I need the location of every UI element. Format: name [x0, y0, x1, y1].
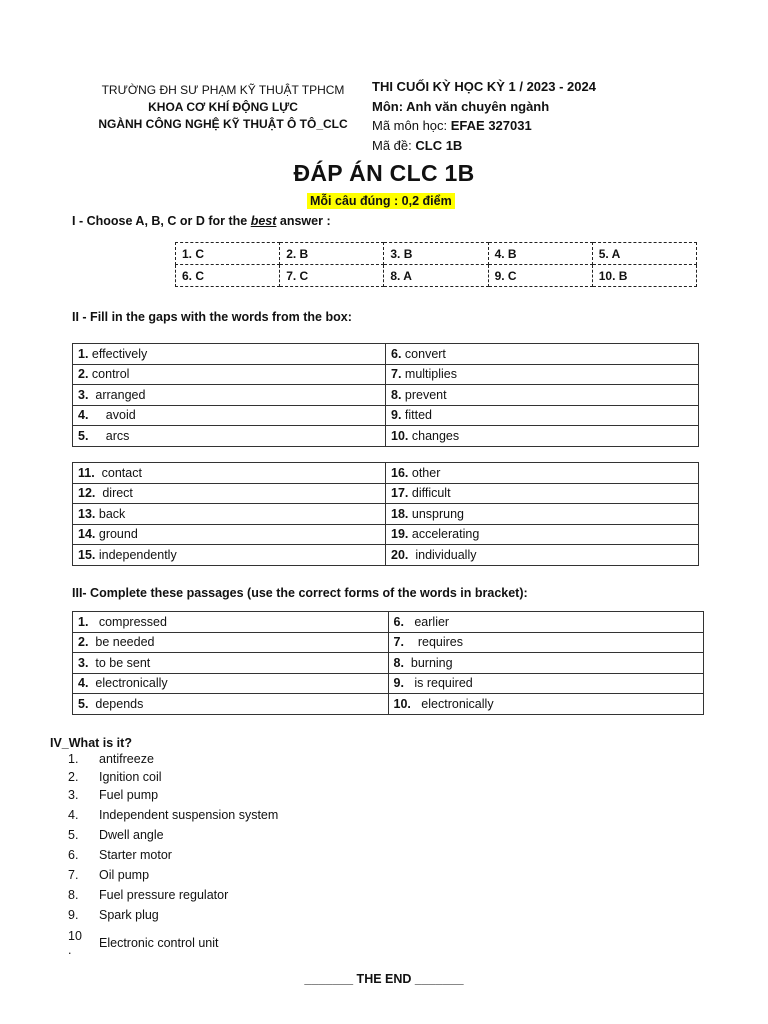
- table-row: [176, 265, 697, 287]
- answer-number: 17.: [391, 486, 409, 501]
- mc-answer-cell: 6. C: [176, 265, 280, 287]
- list-item-trailing-dot: .: [68, 943, 72, 957]
- mc-answer-cell: 8. A: [384, 265, 488, 287]
- answer-cell: [386, 364, 699, 385]
- table-row: [73, 694, 704, 715]
- answer-cell: [73, 344, 386, 365]
- answer-text: contact: [94, 465, 142, 480]
- answer-number: 6.: [391, 346, 402, 361]
- section-1-suffix: answer :: [276, 214, 331, 228]
- answer-number: 1.: [78, 614, 89, 629]
- answer-text: multiplies: [401, 367, 458, 382]
- answer-text: arranged: [88, 387, 146, 402]
- table-row: [73, 405, 699, 426]
- answer-number: 7.: [393, 635, 404, 650]
- answer-cell: [386, 504, 699, 525]
- score-note: Mỗi câu đúng : 0,2 điểm: [307, 193, 455, 209]
- answer-cell: [388, 612, 704, 633]
- mc-answer-cell: 3. B: [384, 243, 488, 265]
- answer-number: 8.: [393, 655, 404, 670]
- answer-number: 3.: [78, 655, 89, 670]
- list-item-number: 2.: [68, 770, 79, 784]
- table-row: [73, 545, 699, 566]
- answer-cell: [388, 632, 704, 653]
- answer-text: changes: [408, 428, 460, 443]
- section-2-heading: II - Fill in the gaps with the words from the box:: [72, 310, 352, 324]
- answer-number: 15.: [78, 547, 96, 562]
- answer-cell: [73, 653, 389, 674]
- answer-number: 9.: [393, 676, 404, 691]
- document-end-marker: _______ THE END _______: [304, 972, 464, 986]
- mc-answer-cell: 5. A: [592, 243, 696, 265]
- table-row: [73, 463, 699, 484]
- list-item-text: Independent suspension system: [99, 808, 279, 822]
- section-1-prefix: I - Choose A, B, C or D for the: [72, 214, 251, 228]
- answer-text: direct: [95, 486, 133, 501]
- answer-cell: [388, 673, 704, 694]
- gap-fill-table-2: [72, 462, 699, 566]
- answer-text: fitted: [401, 408, 433, 423]
- answer-text: is required: [403, 676, 473, 691]
- answer-cell: [73, 405, 386, 426]
- answer-cell: [73, 385, 386, 406]
- mc-answer-cell: 4. B: [488, 243, 592, 265]
- answer-text: other: [408, 465, 441, 480]
- section-3-heading: III- Complete these passages (use the correct forms of the words in bracket):: [72, 586, 528, 600]
- answer-text: be needed: [88, 635, 155, 650]
- answer-cell: [386, 524, 699, 545]
- answer-text: ground: [95, 527, 138, 542]
- answer-cell: [73, 426, 386, 447]
- school-header: [88, 82, 358, 133]
- list-item-number: 1.: [68, 752, 79, 766]
- answer-number: 4.: [78, 676, 89, 691]
- answer-number: 5.: [78, 696, 89, 711]
- program-name: NGÀNH CÔNG NGHỆ KỸ THUẬT Ô TÔ_CLC: [98, 117, 348, 131]
- answer-text: back: [95, 506, 126, 521]
- table-row: [73, 364, 699, 385]
- answer-number: 7.: [391, 367, 402, 382]
- answer-number: 14.: [78, 527, 96, 542]
- table-row: [73, 385, 699, 406]
- answer-text: effectively: [88, 346, 148, 361]
- table-row: [73, 653, 704, 674]
- section-1-heading: [72, 214, 331, 228]
- section-4-heading: IV_What is it?: [50, 736, 132, 750]
- answer-text: convert: [401, 346, 446, 361]
- answer-text: depends: [88, 696, 144, 711]
- school-name: TRƯỜNG ĐH SƯ PHẠM KỸ THUẬT TPHCM: [101, 83, 345, 97]
- list-item-number: 8.: [68, 888, 79, 902]
- answer-number: 13.: [78, 506, 96, 521]
- answer-text: accelerating: [408, 527, 480, 542]
- answer-text: control: [88, 367, 130, 382]
- answer-cell: [73, 364, 386, 385]
- answer-cell: [388, 653, 704, 674]
- answer-number: 8.: [391, 387, 402, 402]
- faculty-name: KHOA CƠ KHÍ ĐỘNG LỰC: [148, 100, 298, 114]
- answer-text: electronically: [410, 696, 494, 711]
- multiple-choice-answers-table: [175, 242, 697, 287]
- answer-number: 9.: [391, 408, 402, 423]
- answer-cell: [386, 426, 699, 447]
- table-row: [73, 612, 704, 633]
- answer-number: 5.: [78, 428, 89, 443]
- section-1-emphasis: best: [250, 214, 277, 228]
- answer-number: 4.: [78, 408, 89, 423]
- answer-cell: [73, 483, 386, 504]
- course-code-line: [372, 116, 596, 136]
- list-item-text: Fuel pump: [99, 788, 159, 802]
- answer-number: 1.: [78, 346, 89, 361]
- exam-variant-value: CLC 1B: [415, 137, 463, 153]
- mc-answer-cell: 7. C: [280, 265, 384, 287]
- answer-number: 18.: [391, 506, 409, 521]
- course-code-value: EFAE 327031: [450, 118, 532, 133]
- answer-cell: [73, 524, 386, 545]
- answer-cell: [73, 545, 386, 566]
- answer-text: compressed: [88, 614, 167, 629]
- table-row: [73, 524, 699, 545]
- gap-fill-table-1: [72, 343, 699, 447]
- table-row: [73, 426, 699, 447]
- answer-cell: [73, 463, 386, 484]
- list-item-number: 3.: [68, 788, 79, 802]
- list-item-text: Spark plug: [99, 908, 159, 922]
- answer-cell: [386, 463, 699, 484]
- exam-title: THI CUỐI KỲ HỌC KỲ 1 / 2023 - 2024: [372, 79, 596, 94]
- exam-variant-line: [372, 136, 596, 156]
- mc-answer-cell: 9. C: [488, 265, 592, 287]
- answer-cell: [386, 483, 699, 504]
- list-item-text: antifreeze: [99, 752, 154, 766]
- answer-text: independently: [95, 547, 177, 562]
- answer-text: electronically: [88, 676, 168, 691]
- table-row: [73, 504, 699, 525]
- answer-text: unsprung: [408, 506, 464, 521]
- list-item-number: 5.: [68, 828, 79, 842]
- answer-number: 16.: [391, 465, 409, 480]
- answer-text: earlier: [403, 614, 450, 629]
- subject-line: Môn: Anh văn chuyên ngành: [372, 98, 550, 114]
- list-item-text: Starter motor: [99, 848, 172, 862]
- answer-cell: [386, 344, 699, 365]
- table-row: [73, 632, 704, 653]
- answer-text: burning: [403, 655, 453, 670]
- answer-number: 2.: [78, 367, 89, 382]
- list-item-text: Fuel pressure regulator: [99, 888, 229, 902]
- table-row: [73, 344, 699, 365]
- answer-number: 20.: [391, 547, 409, 562]
- exam-variant-label: Mã đề:: [372, 137, 416, 153]
- answer-text: difficult: [408, 486, 451, 501]
- list-item-number: 9.: [68, 908, 79, 922]
- answer-text: arcs: [88, 428, 130, 443]
- answer-cell: [73, 612, 389, 633]
- exam-header: [372, 77, 596, 155]
- list-item-text: Oil pump: [99, 868, 150, 882]
- answer-cell: [388, 694, 704, 715]
- table-row: [73, 673, 704, 694]
- answer-number: 12.: [78, 486, 96, 501]
- list-item-text: Electronic control unit: [99, 936, 219, 950]
- answer-cell: [386, 385, 699, 406]
- list-item-number: 4.: [68, 808, 79, 822]
- answer-text: prevent: [401, 387, 447, 402]
- answer-cell: [73, 504, 386, 525]
- answer-number: 19.: [391, 527, 409, 542]
- mc-answer-cell: 10. B: [592, 265, 696, 287]
- answer-text: to be sent: [88, 655, 151, 670]
- table-row: [73, 483, 699, 504]
- table-row: [176, 243, 697, 265]
- answer-number: 10.: [393, 696, 411, 711]
- course-code-label: Mã môn học:: [372, 118, 451, 133]
- answer-number: 2.: [78, 635, 89, 650]
- answer-number: 11.: [78, 465, 95, 480]
- answer-cell: [386, 405, 699, 426]
- list-item-number: 10: [68, 929, 82, 943]
- mc-answer-cell: 2. B: [280, 243, 384, 265]
- answer-text: requires: [403, 635, 463, 650]
- list-item-number: 6.: [68, 848, 79, 862]
- page-title: ĐÁP ÁN CLC 1B: [293, 160, 475, 186]
- answer-cell: [73, 632, 389, 653]
- answer-cell: [386, 545, 699, 566]
- answer-text: avoid: [88, 408, 136, 423]
- answer-number: 10.: [391, 428, 409, 443]
- list-item-number: 7.: [68, 868, 79, 882]
- answer-text: individually: [408, 547, 477, 562]
- list-item-text: Dwell angle: [99, 828, 164, 842]
- list-item-text: Ignition coil: [99, 770, 162, 784]
- answer-number: 6.: [393, 614, 404, 629]
- passage-answers-table: [72, 611, 704, 715]
- answer-cell: [73, 694, 389, 715]
- answer-cell: [73, 673, 389, 694]
- answer-number: 3.: [78, 387, 89, 402]
- mc-answer-cell: 1. C: [176, 243, 280, 265]
